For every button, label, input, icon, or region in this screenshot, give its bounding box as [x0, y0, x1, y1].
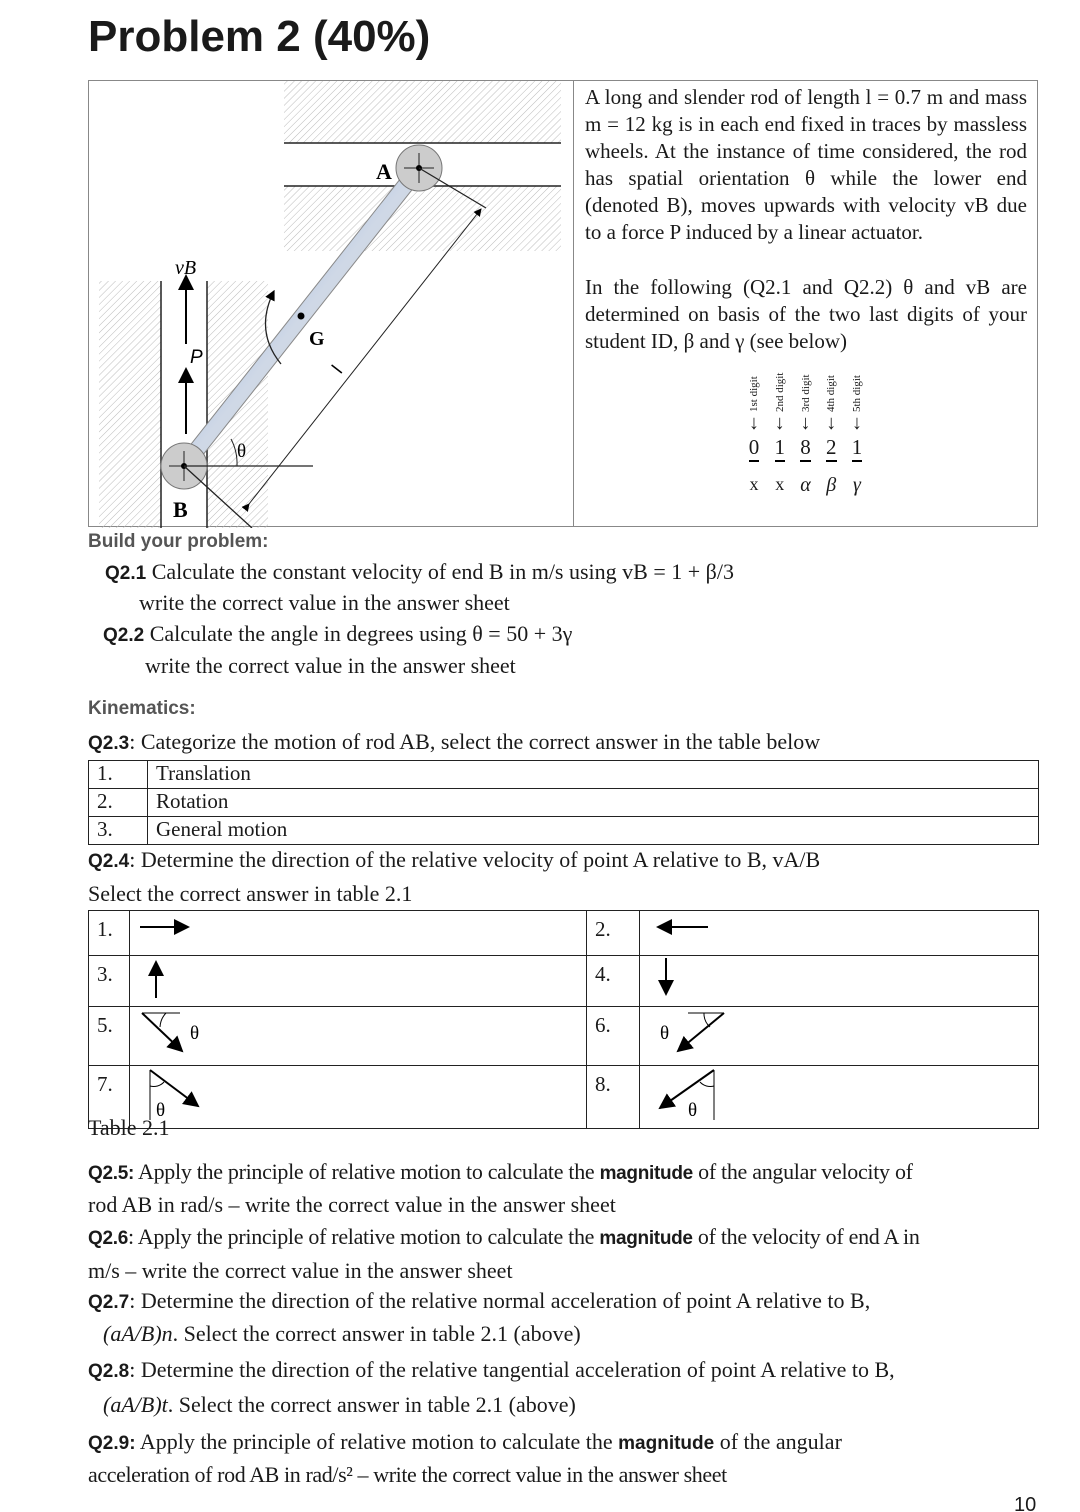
digit: 2	[826, 435, 837, 462]
build-heading: Build your problem:	[88, 531, 269, 552]
q-label: Q2.6	[88, 1228, 128, 1249]
option-row[interactable]	[89, 817, 1039, 845]
q-symbol: (aA/B)n	[103, 1321, 173, 1346]
q-text: of the angular velocity of	[692, 1159, 913, 1184]
digit-symbol: γ	[853, 474, 861, 496]
q-text: of the velocity of end A in	[692, 1224, 920, 1249]
q-text: Apply the principle of relative motion to calculate the	[135, 1429, 619, 1454]
digit-label: 5th digit	[851, 375, 863, 412]
digit: 0	[749, 435, 760, 462]
cell-number: 1.	[89, 911, 130, 956]
q-text: . Select the correct answer in table 2.1 (above)	[167, 1392, 576, 1417]
q2-6-line2: m/s – write the correct value in the answer sheet	[88, 1258, 513, 1283]
q-emphasis: magnitude	[599, 1228, 693, 1249]
q2-4	[88, 847, 820, 873]
q2-1	[105, 559, 734, 585]
figure-divider	[573, 81, 574, 526]
q-text: : Apply the principle of relative motion to calculate the	[128, 1224, 600, 1249]
digit: 1	[775, 435, 786, 462]
digit-column-3: 3rd digit ↓ 8 α	[800, 362, 812, 497]
theta-label: θ	[156, 1100, 166, 1121]
theta-label: θ	[660, 1023, 670, 1044]
q2-3	[88, 729, 820, 755]
q-text: : Determine the direction of the relative velocity of point A relative to B, vA/B	[129, 847, 821, 872]
theta-label: θ	[688, 1100, 698, 1121]
page-title: Problem 2 (40%)	[88, 12, 431, 61]
direction-table-2-1	[88, 910, 1039, 1129]
option-cell[interactable]	[640, 1007, 1039, 1066]
q-emphasis: magnitude	[599, 1163, 693, 1184]
q2-5	[88, 1159, 913, 1185]
q2-4-instruction: Select the correct answer in table 2.1	[88, 881, 413, 906]
arrow-left-icon	[648, 911, 718, 941]
q-label: Q2.5:	[88, 1163, 135, 1184]
digit-column-5: 5th digit ↓ 1 γ	[851, 362, 863, 497]
option-label: General motion	[148, 817, 1039, 845]
cell-number: 7.	[89, 1066, 130, 1129]
q-symbol: (aA/B)t	[103, 1392, 168, 1417]
digit-symbol: α	[800, 474, 811, 496]
page-number: 10	[1014, 1494, 1037, 1512]
q-label: Q2.2	[103, 625, 145, 646]
cell-number: 4.	[587, 956, 640, 1007]
cell-number: 8.	[587, 1066, 640, 1129]
q-label: Q2.8	[88, 1361, 130, 1382]
q-text: Apply the principle of relative motion to calculate the	[134, 1159, 600, 1184]
digit-label: 2nd digit	[773, 372, 786, 412]
digit-label: 3rd digit	[799, 374, 812, 412]
option-cell[interactable]	[640, 1066, 1039, 1129]
q2-9-line2: acceleration of rod AB in rad/s² – write the correct value in the answer sheet	[88, 1462, 727, 1487]
option-number: 1.	[89, 761, 148, 789]
cell-number: 6.	[587, 1007, 640, 1066]
option-row[interactable]	[89, 761, 1039, 789]
label-vB: vB	[175, 257, 197, 279]
option-cell[interactable]	[130, 1066, 587, 1129]
digit-column-4: 4th digit ↓ 2 β	[825, 362, 837, 497]
q2-7	[88, 1288, 870, 1314]
label-P: P	[190, 347, 203, 368]
q-text: Calculate the constant velocity of end B in m/s using vB = 1 + β/3	[151, 559, 734, 584]
label-length: l	[328, 361, 347, 378]
label-A: A	[376, 159, 392, 184]
option-row[interactable]	[89, 789, 1039, 817]
q2-2-instruction: write the correct value in the answer sheet	[145, 653, 516, 678]
q2-8-line2	[103, 1392, 576, 1418]
option-cell[interactable]	[130, 1007, 587, 1066]
digit-column-2: 2nd digit ↓ 1 x	[774, 362, 786, 497]
arrow-up-icon	[138, 956, 178, 1000]
digit: 8	[800, 435, 811, 462]
problem-instructions: In the following (Q2.1 and Q2.2) θ and vB are determined on basis of the two last digits of your student ID, β and γ (see below)	[585, 275, 1027, 353]
q-label: Q2.9:	[88, 1433, 136, 1454]
q-label: Q2.1	[105, 563, 147, 584]
option-cell[interactable]	[640, 956, 1039, 1007]
q2-1-instruction: write the correct value in the answer sheet	[139, 590, 510, 615]
arrow-down-left-vertical-angle-icon	[648, 1066, 728, 1122]
center-of-mass-dot	[298, 313, 305, 320]
theta-label: θ	[190, 1023, 200, 1044]
q-label: Q2.4	[88, 851, 130, 872]
kinematics-heading: Kinematics:	[88, 698, 196, 719]
arrow-right-icon	[138, 911, 198, 941]
option-label: Rotation	[148, 789, 1039, 817]
q-label: Q2.3	[88, 733, 130, 754]
cell-number: 3.	[89, 956, 130, 1007]
label-B: B	[173, 497, 188, 522]
digit-symbol: x	[775, 474, 785, 494]
option-number: 2.	[89, 789, 148, 817]
option-cell[interactable]	[640, 911, 1039, 956]
q-text: Calculate the angle in degrees using θ = 50 + 3γ	[149, 621, 573, 646]
q2-6	[88, 1224, 920, 1250]
q-emphasis: magnitude	[618, 1433, 715, 1454]
problem-description: A long and slender rod of length l = 0.7 m and mass m = 12 kg is in each end fixed in traces by massless wheels. At the instance of time considered, the rod has spatial orientation θ while the lower end (denoted B), moves upwards with velocity vB due to a force P induced by a linear actuator.	[585, 85, 1027, 244]
q2-8	[88, 1357, 895, 1383]
q2-7-line2	[103, 1321, 581, 1347]
q-text: : Categorize the motion of rod AB, select the correct answer in the table below	[129, 729, 821, 754]
rod-diagram	[89, 81, 574, 528]
length-dimension	[249, 209, 481, 504]
option-number: 3.	[89, 817, 148, 845]
cell-number: 2.	[587, 911, 640, 956]
q-text: . Select the correct answer in table 2.1 (above)	[172, 1321, 581, 1346]
arrow-down-icon	[648, 956, 688, 1000]
cell-number: 5.	[89, 1007, 130, 1066]
label-G: G	[309, 328, 325, 350]
q-text: of the angular	[714, 1429, 842, 1454]
table-caption: Table 2.1	[88, 1115, 170, 1140]
digit-symbol: β	[826, 474, 837, 496]
arrow-down-right-vertical-angle-icon	[138, 1066, 218, 1122]
student-id-key	[748, 362, 863, 512]
arrow-down-right-angle-icon	[138, 1007, 218, 1059]
digit-column-1: 1st digit ↓ 0 x	[748, 362, 760, 497]
digit-label: 1st digit	[748, 376, 760, 412]
q2-9	[88, 1429, 842, 1455]
option-cell[interactable]	[130, 911, 587, 956]
q-text: : Determine the direction of the relative normal acceleration of point A relative to B,	[129, 1288, 871, 1313]
digit-symbol: x	[749, 474, 759, 494]
q2-5-line2: rod AB in rad/s – write the correct value in the answer sheet	[88, 1192, 616, 1217]
option-cell[interactable]	[130, 956, 587, 1007]
motion-options-table	[88, 760, 1039, 845]
digit-label: 4th digit	[825, 375, 838, 412]
digit: 1	[852, 435, 863, 462]
q2-2	[103, 621, 572, 647]
q-text: : Determine the direction of the relative tangential acceleration of point A relative to B,	[129, 1357, 895, 1382]
option-label: Translation	[148, 761, 1039, 789]
q-label: Q2.7	[88, 1292, 130, 1313]
arrow-down-left-angle-icon	[648, 1007, 728, 1059]
label-theta: θ	[237, 441, 247, 462]
